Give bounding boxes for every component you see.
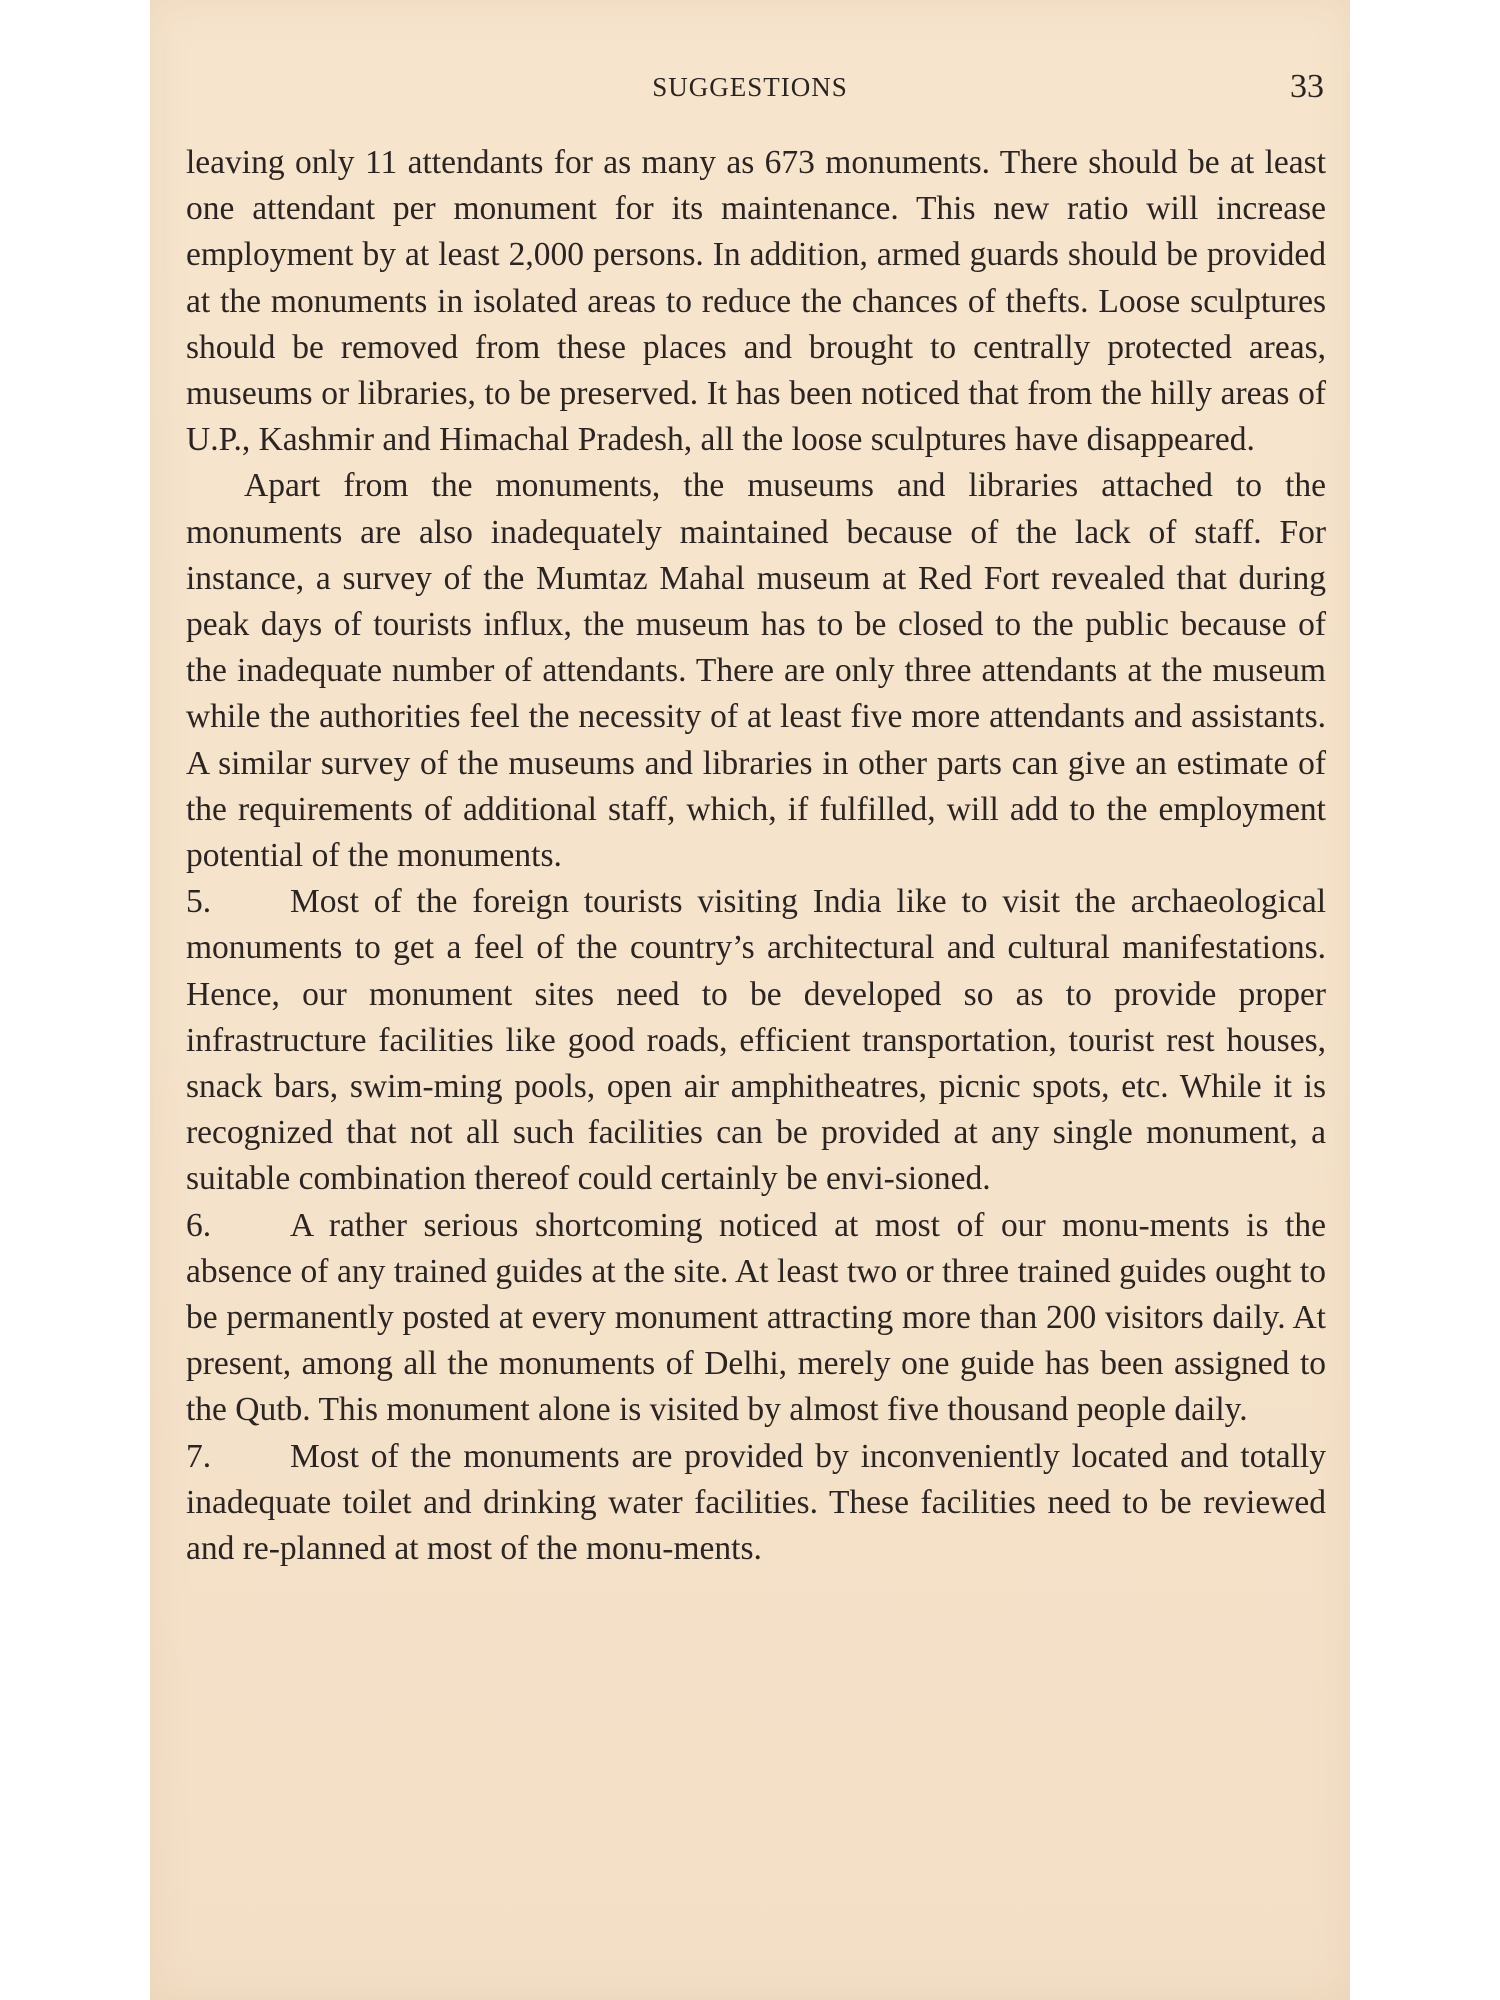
paragraph-7-number: 7. (186, 1437, 212, 1475)
page-body (186, 140, 1326, 1572)
paragraph-6 (186, 1203, 1326, 1434)
paragraph-7-text: Most of the monuments are provided by inconveniently located and totally inadequate toilet and drinking water facilities. These facilities need to be reviewed and re-planned at most of the monu-ments. (186, 1437, 1326, 1568)
paragraph-5 (186, 879, 1326, 1202)
paragraph-6-number: 6. (186, 1206, 212, 1244)
paragraph-7 (186, 1434, 1326, 1573)
book-page (150, 0, 1350, 2000)
page-header (150, 68, 1350, 108)
paragraph-museums-libraries: Apart from the monuments, the museums and libraries attached to the monuments are also inadequately maintained because of the lack of staff. For instance, a survey of the Mumtaz Mahal museum at Red Fort revealed that during peak days of tourists influx, the museum has to be closed to the public because of the inadequate number of attendants. There are only three attendants at the museum while the authorities feel the necessity of at least five more attendants and assistants. A similar survey of the museums and libraries in other parts can give an estimate of the requirements of additional staff, which, if fulfilled, will add to the employment potential of the monuments. (186, 467, 1326, 875)
running-title: SUGGESTIONS (652, 72, 848, 102)
page-number: 33 (1290, 68, 1324, 105)
paragraph-continued: leaving only 11 attendants for as many as 673 monuments. There should be at least one attendant per monument for its maintenance. This new ratio will increase employment by at least 2,000 persons. In addition, armed guards should be provided at the monuments in isolated areas to reduce the chances of thefts. Loose sculptures should be removed from these places and brought to centrally protected areas, museums or libraries, to be preserved. It has been noticed that from the hilly areas of U.P., Kashmir and Himachal Pradesh, all the loose sculptures have disappeared. (186, 144, 1326, 459)
paragraph-6-text: A rather serious shortcoming noticed at most of our monu-ments is the absence of any trained guides at the site. At least two or three trained guides ought to be permanently posted at every monument attracting more than 200 visitors daily. At present, among all the monuments of Delhi, merely one guide has been assigned to the Qutb. This monument alone is visited by almost five thousand people daily. (186, 1206, 1326, 1429)
paragraph-5-text: Most of the foreign tourists visiting India like to visit the archaeological monuments to get a feel of the country’s architectural and cultural manifestations. Hence, our monument sites need to be developed so as to provide proper infrastructure facilities like good roads, efficient transportation, tourist rest houses, snack bars, swim-ming pools, open air amphitheatres, picnic spots, etc. While it is recognized that not all such facilities can be provided at any single monument, a suitable combination thereof could certainly be envi-sioned. (186, 883, 1326, 1198)
paragraph-5-number: 5. (186, 883, 212, 921)
